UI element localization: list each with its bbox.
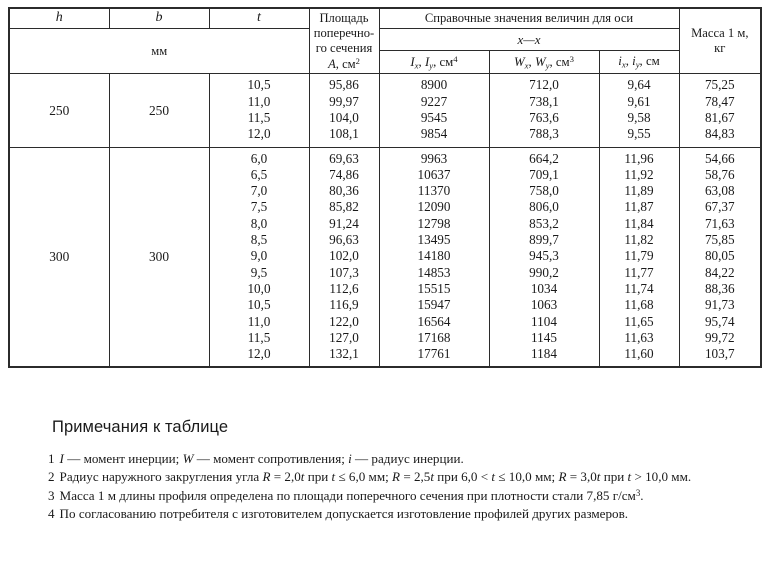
note-1-text-c: — радиус инерции.	[351, 451, 464, 466]
note-2-text-d: ≤ 6,0 мм;	[335, 469, 393, 485]
value: 664,2	[529, 150, 559, 166]
area-symbol: A	[328, 56, 336, 71]
value: 75,85	[704, 232, 735, 248]
cell-radius-of-gyration-block-1	[599, 74, 679, 147]
note-item-3	[10, 487, 754, 504]
note-4-number: 4	[48, 506, 55, 522]
cell-radius-of-gyration-block-2	[599, 147, 679, 367]
note-item-2	[10, 468, 754, 485]
value: 15515	[417, 280, 451, 296]
area-line-2: поперечно-	[313, 25, 375, 40]
cell-mass-block-2	[679, 147, 761, 367]
value: 9,61	[627, 93, 651, 109]
I-subscript-y: y	[429, 60, 434, 71]
notes-section	[0, 418, 768, 524]
note-2-number: 2	[48, 469, 55, 485]
value: 88,36	[704, 280, 735, 296]
value: 63,08	[704, 183, 735, 199]
value: 12798	[417, 215, 451, 231]
note-2-symbol-R1: R	[262, 469, 271, 485]
header-row-symbols	[9, 8, 761, 28]
value: 15947	[417, 297, 451, 313]
I-symbol: I	[410, 54, 415, 69]
value: 54,66	[704, 150, 735, 166]
area-unit-exponent: 2	[355, 55, 360, 66]
cell-thickness-block-2	[209, 147, 309, 367]
note-3-period: .	[640, 487, 644, 503]
value: 17168	[417, 329, 451, 345]
value: 8900	[420, 77, 448, 93]
value: 81,67	[704, 109, 735, 125]
area-line-1: Площадь	[319, 11, 369, 25]
notes-title: Примечания к таблице	[52, 418, 229, 436]
value: 1034	[530, 280, 558, 296]
value: 11,65	[624, 313, 654, 329]
note-2-symbol-t6: t	[627, 469, 632, 485]
header-reference-values: Справочные значения величин для оси	[379, 8, 679, 28]
value: 12,0	[247, 346, 271, 362]
note-2-text-e: = 2,5	[400, 469, 431, 485]
I-subscript-x: x	[414, 60, 419, 71]
value: 763,6	[529, 109, 559, 125]
note-2-text-b: = 2,0	[270, 469, 301, 485]
value: 99,72	[704, 329, 735, 345]
value: 91,73	[704, 297, 735, 313]
value: 11,5	[247, 109, 271, 125]
value: 10,0	[247, 280, 271, 296]
value: 95,74	[704, 313, 735, 329]
i-symbol: i	[618, 54, 622, 69]
I-unit-exponent: 4	[453, 53, 458, 64]
header-t: t	[209, 8, 309, 28]
note-4-text: По согласованию потребителя с изготовителем допускается изготовление профилей других размеров.	[59, 506, 629, 522]
value: 108,1	[329, 126, 359, 142]
value: 78,47	[704, 93, 735, 109]
value: 9963	[420, 150, 448, 166]
note-2-text-g: ≤ 10,0 мм;	[495, 469, 559, 485]
value: 91,24	[329, 215, 359, 231]
value: 11,0	[247, 313, 271, 329]
value: 6,5	[250, 166, 268, 182]
value: 84,83	[704, 126, 735, 142]
value: 945,3	[529, 248, 559, 264]
cell-moment-of-inertia-block-1	[379, 74, 489, 147]
note-1-text-a: — момент инерции;	[63, 451, 183, 466]
value: 11,68	[624, 297, 654, 313]
header-axis-x-x: x—x	[379, 28, 679, 50]
value: 74,86	[329, 166, 359, 182]
value: 1063	[530, 297, 558, 313]
value: 127,0	[329, 329, 359, 345]
note-1-number: 1	[48, 451, 55, 466]
value: 9227	[420, 93, 448, 109]
value: 853,2	[529, 215, 559, 231]
value: 107,3	[329, 264, 359, 280]
mass-line-1: Масса 1 м,	[691, 26, 749, 41]
value: 102,0	[329, 248, 359, 264]
W-unit: , см	[549, 54, 570, 69]
value: 11,92	[624, 166, 654, 182]
note-2-symbol-R2: R	[392, 469, 401, 485]
value: 11,87	[624, 199, 654, 215]
value: 11,96	[624, 150, 654, 166]
cell-height-250: 250	[9, 74, 109, 147]
value: 14853	[417, 264, 451, 280]
area-unit: , см	[335, 56, 356, 71]
value: 9,64	[627, 77, 651, 93]
value: 9,58	[627, 109, 651, 125]
cell-area-block-2	[309, 147, 379, 367]
I-symbol-2: I	[424, 54, 430, 69]
value: 17761	[417, 346, 451, 362]
note-1-symbol-I: I	[59, 451, 64, 466]
note-3-text: Масса 1 м длины профиля определена по площади поперечного сечения при плотности стали 7,85 г/см	[59, 487, 636, 503]
header-row-axis	[9, 28, 761, 50]
value: 11370	[417, 183, 451, 199]
value: 11,60	[624, 346, 654, 362]
table-header-group	[9, 8, 761, 74]
value: 11,84	[624, 215, 654, 231]
value: 990,2	[529, 264, 559, 280]
value: 84,22	[704, 264, 735, 280]
note-2-text-i: при	[600, 469, 628, 485]
note-2-text-f: при 6,0 <	[434, 469, 492, 485]
cell-section-modulus-block-1	[489, 74, 599, 147]
header-radius-of-gyration: $i_x$, $i_y$, см	[599, 50, 679, 74]
value: 806,0	[529, 199, 559, 215]
header-section-modulus: $W_x$, $W_y$, $см^3$	[489, 50, 599, 74]
W-unit-exponent: 3	[569, 53, 574, 64]
cell-width-250: 250	[109, 74, 209, 147]
note-2-symbol-t1: t	[300, 469, 305, 485]
W-symbol: W	[514, 54, 525, 69]
area-line-3: го сечения	[315, 40, 373, 55]
value: 6,0	[250, 150, 268, 166]
value: 7,5	[250, 199, 268, 215]
note-2-symbol-t5: t	[596, 469, 601, 485]
value: 899,7	[529, 232, 559, 248]
header-units-mm: мм	[9, 28, 309, 74]
header-b: b	[109, 8, 209, 28]
note-item-1	[10, 450, 754, 467]
value: 9854	[420, 126, 448, 142]
i-subscript-y: y	[635, 59, 640, 70]
value: 80,36	[329, 183, 359, 199]
value: 712,0	[529, 77, 559, 93]
i-unit: , см	[639, 54, 660, 69]
value: 7,0	[250, 183, 268, 199]
value: 1145	[531, 329, 557, 345]
value: 132,1	[329, 346, 359, 362]
W-subscript-x: x	[524, 60, 529, 71]
header-moment-of-inertia: $I_x$, $I_y$, $см^4$	[379, 50, 489, 74]
value: 13495	[417, 232, 451, 248]
cell-thickness-block-1	[209, 74, 309, 147]
value: 14180	[417, 248, 451, 264]
value: 11,79	[624, 248, 654, 264]
W-subscript-y: y	[545, 60, 550, 71]
value: 75,25	[704, 77, 735, 93]
value: 85,82	[329, 199, 359, 215]
steel-profile-table-container	[8, 7, 760, 368]
note-2-symbol-t2: t	[331, 469, 336, 485]
note-item-4	[10, 505, 754, 522]
value: 9,5	[250, 264, 268, 280]
header-cross-section-area	[309, 8, 379, 74]
note-2-text-c: при	[304, 469, 332, 485]
value: 12090	[417, 199, 451, 215]
value: 11,89	[624, 183, 654, 199]
value: 758,0	[529, 183, 559, 199]
cell-mass-block-1	[679, 74, 761, 147]
value: 112,6	[329, 280, 359, 296]
header-mass-per-meter	[679, 8, 761, 74]
note-2-text-j: > 10,0 мм.	[631, 469, 692, 485]
i-symbol-2: i	[632, 54, 636, 69]
W-symbol-2: W	[534, 54, 546, 69]
header-h: h	[9, 8, 109, 28]
value: 69,63	[329, 150, 359, 166]
value: 103,7	[704, 346, 735, 362]
value: 122,0	[329, 313, 359, 329]
note-2-symbol-t4: t	[491, 469, 496, 485]
note-3-exponent: 3	[635, 487, 641, 498]
note-2-symbol-R3: R	[558, 469, 567, 485]
value: 9,0	[250, 248, 268, 264]
value: 116,9	[329, 297, 359, 313]
note-1-text-b: — момент сопротивления;	[193, 451, 349, 466]
value: 11,74	[624, 280, 654, 296]
value: 9,55	[627, 126, 651, 142]
value: 11,82	[624, 232, 654, 248]
note-1-symbol-W: W	[182, 451, 194, 466]
value: 8,5	[250, 232, 268, 248]
value: 1104	[531, 313, 557, 329]
value: 1184	[531, 346, 557, 362]
mass-line-2: кг	[714, 41, 726, 56]
steel-profile-table	[8, 7, 762, 368]
cell-moment-of-inertia-block-2	[379, 147, 489, 367]
value: 10637	[417, 166, 451, 182]
cell-width-300: 300	[109, 147, 209, 367]
I-unit: , см	[433, 54, 454, 69]
value: 11,0	[247, 93, 271, 109]
value: 71,63	[704, 215, 735, 231]
value: 80,05	[704, 248, 735, 264]
value: 99,97	[329, 93, 359, 109]
value: 11,5	[247, 329, 271, 345]
value: 8,0	[250, 215, 268, 231]
table-data-body	[9, 74, 761, 368]
value: 738,1	[529, 93, 559, 109]
value: 10,5	[247, 77, 271, 93]
value: 11,63	[624, 329, 654, 345]
value: 9545	[420, 109, 448, 125]
value: 67,37	[704, 199, 735, 215]
note-3-number: 3	[48, 487, 55, 503]
value: 96,63	[329, 232, 359, 248]
cell-height-300: 300	[9, 147, 109, 367]
table-row	[9, 147, 761, 367]
note-2-text-a: Радиус наружного закругления угла	[59, 469, 263, 485]
value: 709,1	[529, 166, 559, 182]
value: 10,5	[247, 297, 271, 313]
value: 16564	[417, 313, 451, 329]
note-1-symbol-i: i	[348, 451, 352, 466]
i-subscript-x: x	[621, 59, 626, 70]
note-2-symbol-t3: t	[430, 469, 434, 485]
value: 788,3	[529, 126, 559, 142]
value: 12,0	[247, 126, 271, 142]
value: 95,86	[329, 77, 359, 93]
cell-area-block-1	[309, 74, 379, 147]
table-row	[9, 74, 761, 147]
cell-section-modulus-block-2	[489, 147, 599, 367]
note-2-text-h: = 3,0	[566, 469, 597, 485]
value: 11,77	[624, 264, 654, 280]
value: 58,76	[704, 166, 735, 182]
value: 104,0	[329, 109, 359, 125]
